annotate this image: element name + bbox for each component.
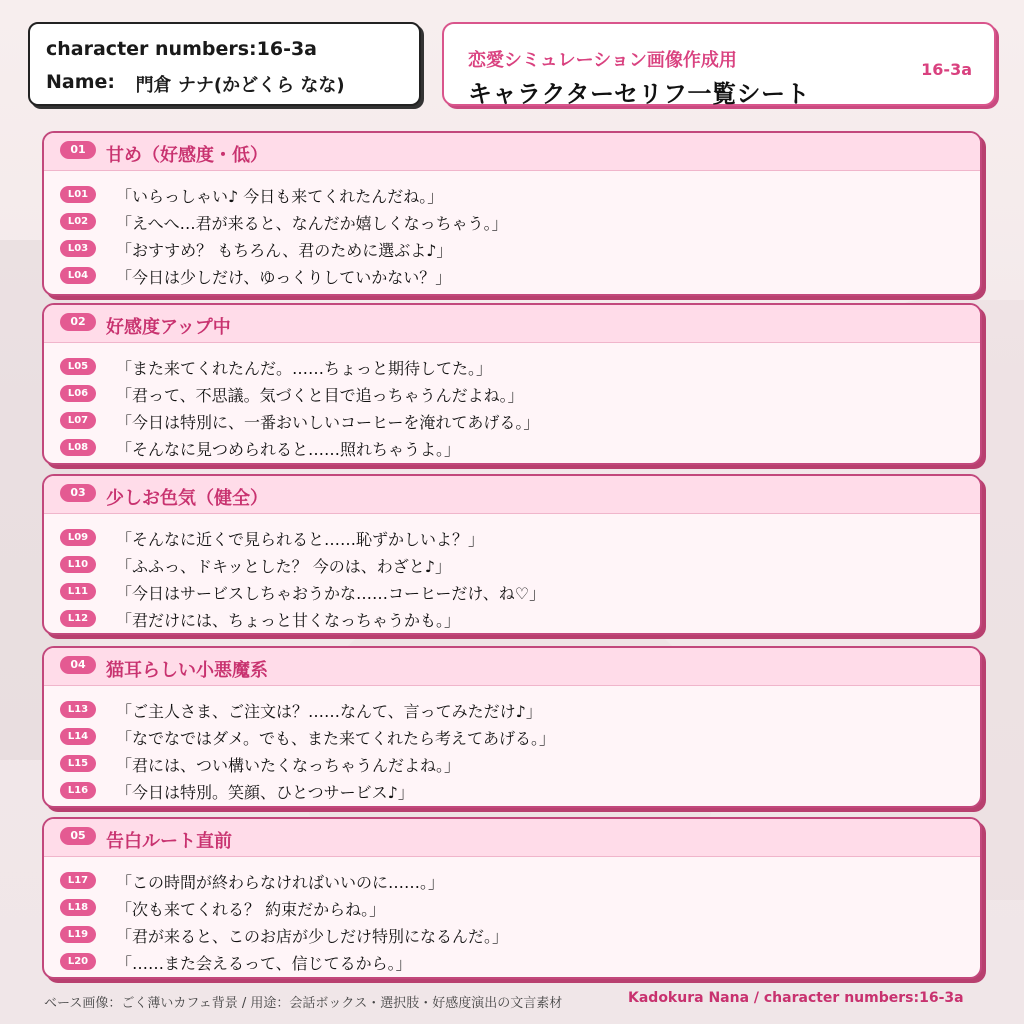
dialogue-section-02 [42, 303, 982, 465]
line-id-badge: L20 [60, 953, 96, 970]
dialogue-section-05 [42, 817, 982, 979]
dialogue-section-03 [42, 474, 982, 635]
line-text: 「いらっしゃい♪ 今日も来てくれたんだね。」 [116, 187, 444, 206]
dialogue-line [44, 723, 980, 750]
section-title: 好感度アップ中 [106, 317, 231, 338]
dialogue-list [44, 514, 980, 632]
name-label: Name: [46, 71, 116, 93]
dialogue-line [44, 434, 980, 461]
dialogue-line [44, 867, 980, 894]
dialogue-line [44, 696, 980, 723]
section-title: 甘め（好感度・低） [106, 145, 268, 166]
dialogue-line [44, 524, 980, 551]
sheet-subtitle: 恋愛シミュレーション画像作成用 [468, 50, 737, 71]
line-text: 「君だけには、ちょっと甘くなっちゃうかも。」 [116, 611, 461, 630]
line-text: 「また来てくれたんだ。……ちょっと期待してた。」 [116, 359, 493, 378]
dialogue-line [44, 777, 980, 804]
dialogue-list [44, 343, 980, 461]
name-row [46, 68, 419, 94]
line-id-badge: L09 [60, 529, 96, 546]
line-text: 「おすすめ？ もちろん、君のために選ぶよ♪」 [116, 241, 453, 260]
dialogue-line [44, 750, 980, 777]
sheet-title: キャラクターセリフ一覧シート [468, 80, 811, 108]
dialogue-line [44, 921, 980, 948]
line-id-badge: L19 [60, 926, 96, 943]
line-text: 「君が来ると、このお店が少しだけ特別になるんだ。」 [116, 927, 509, 946]
section-number-badge: 01 [60, 141, 96, 159]
line-text: 「今日は特別。笑顔、ひとつサービス♪」 [116, 783, 414, 802]
line-id-badge: L02 [60, 213, 96, 230]
dialogue-line [44, 578, 980, 605]
line-id-badge: L04 [60, 267, 96, 284]
section-header [44, 305, 980, 343]
line-id-badge: L06 [60, 385, 96, 402]
section-header [44, 819, 980, 857]
line-id-badge: L13 [60, 701, 96, 718]
section-header [44, 133, 980, 171]
dialogue-line [44, 380, 980, 407]
dialogue-line [44, 605, 980, 632]
line-id-badge: L03 [60, 240, 96, 257]
character-info-card [28, 22, 421, 106]
section-number-badge: 02 [60, 313, 96, 331]
line-text: 「そんなに近くで見られると……恥ずかしいよ？」 [116, 530, 485, 549]
line-id-badge: L07 [60, 412, 96, 429]
line-text: 「次も来てくれる？ 約束だからね。」 [116, 900, 386, 919]
dialogue-list [44, 857, 980, 975]
character-number: character numbers:16-3a [46, 38, 318, 60]
line-id-badge: L18 [60, 899, 96, 916]
dialogue-line [44, 894, 980, 921]
section-title: 告白ルート直前 [106, 831, 232, 852]
line-text: 「そんなに見つめられると……照れちゃうよ。」 [116, 440, 461, 459]
section-header [44, 476, 980, 514]
dialogue-section-04 [42, 646, 982, 808]
dialogue-line [44, 181, 980, 208]
line-text: 「なでなではダメ。でも、また来てくれたら考えてあげる。」 [116, 729, 556, 748]
line-id-badge: L08 [60, 439, 96, 456]
section-title: 少しお色気（健全） [106, 488, 268, 509]
line-text: 「ご主人さま、ご注文は？……なんて、言ってみただけ♪」 [116, 702, 542, 721]
dialogue-line [44, 235, 980, 262]
line-text: 「君には、つい構いたくなっちゃうんだよね。」 [116, 756, 461, 775]
character-name: 門倉 ナナ(かどくら なな) [135, 75, 345, 96]
line-id-badge: L17 [60, 872, 96, 889]
line-id-badge: L01 [60, 186, 96, 203]
dialogue-section-01 [42, 131, 982, 296]
line-id-badge: L10 [60, 556, 96, 573]
section-number-badge: 03 [60, 484, 96, 502]
dialogue-line [44, 262, 980, 289]
footer-credit: Kadokura Nana / character numbers:16-3a [628, 990, 964, 1006]
line-text: 「ふふっ、ドキッとした？ 今のは、わざと♪」 [116, 557, 451, 576]
dialogue-line [44, 353, 980, 380]
line-text: 「この時間が終わらなければいいのに……。」 [116, 873, 445, 892]
line-id-badge: L11 [60, 583, 96, 600]
line-text: 「今日はサービスしちゃおうかな……コーヒーだけ、ね♡」 [116, 584, 546, 603]
dialogue-line [44, 551, 980, 578]
section-number-badge: 04 [60, 656, 96, 674]
line-text: 「……また会えるって、信じてるから。」 [116, 954, 412, 973]
line-text: 「君って、不思議。気づくと目で追っちゃうんだよね。」 [116, 386, 524, 405]
line-text: 「えへへ…君が来ると、なんだか嬉しくなっちゃう。」 [116, 214, 508, 233]
line-id-badge: L15 [60, 755, 96, 772]
line-id-badge: L14 [60, 728, 96, 745]
section-header [44, 648, 980, 686]
line-id-badge: L12 [60, 610, 96, 627]
section-title: 猫耳らしい小悪魔系 [106, 660, 268, 681]
line-id-badge: L05 [60, 358, 96, 375]
dialogue-list [44, 686, 980, 804]
dialogue-line [44, 407, 980, 434]
section-number-badge: 05 [60, 827, 96, 845]
line-text: 「今日は少しだけ、ゆっくりしていかない？」 [116, 268, 452, 287]
dialogue-line [44, 948, 980, 975]
sheet-title-card [442, 22, 996, 106]
sheet-code: 16-3a [921, 60, 972, 79]
line-id-badge: L16 [60, 782, 96, 799]
dialogue-list [44, 171, 980, 289]
dialogue-line [44, 208, 980, 235]
line-text: 「今日は特別に、一番おいしいコーヒーを淹れてあげる。」 [116, 413, 540, 432]
footer-note: ベース画像：ごく薄いカフェ背景 / 用途：会話ボックス・選択肢・好感度演出の文言素材 [44, 996, 563, 1011]
